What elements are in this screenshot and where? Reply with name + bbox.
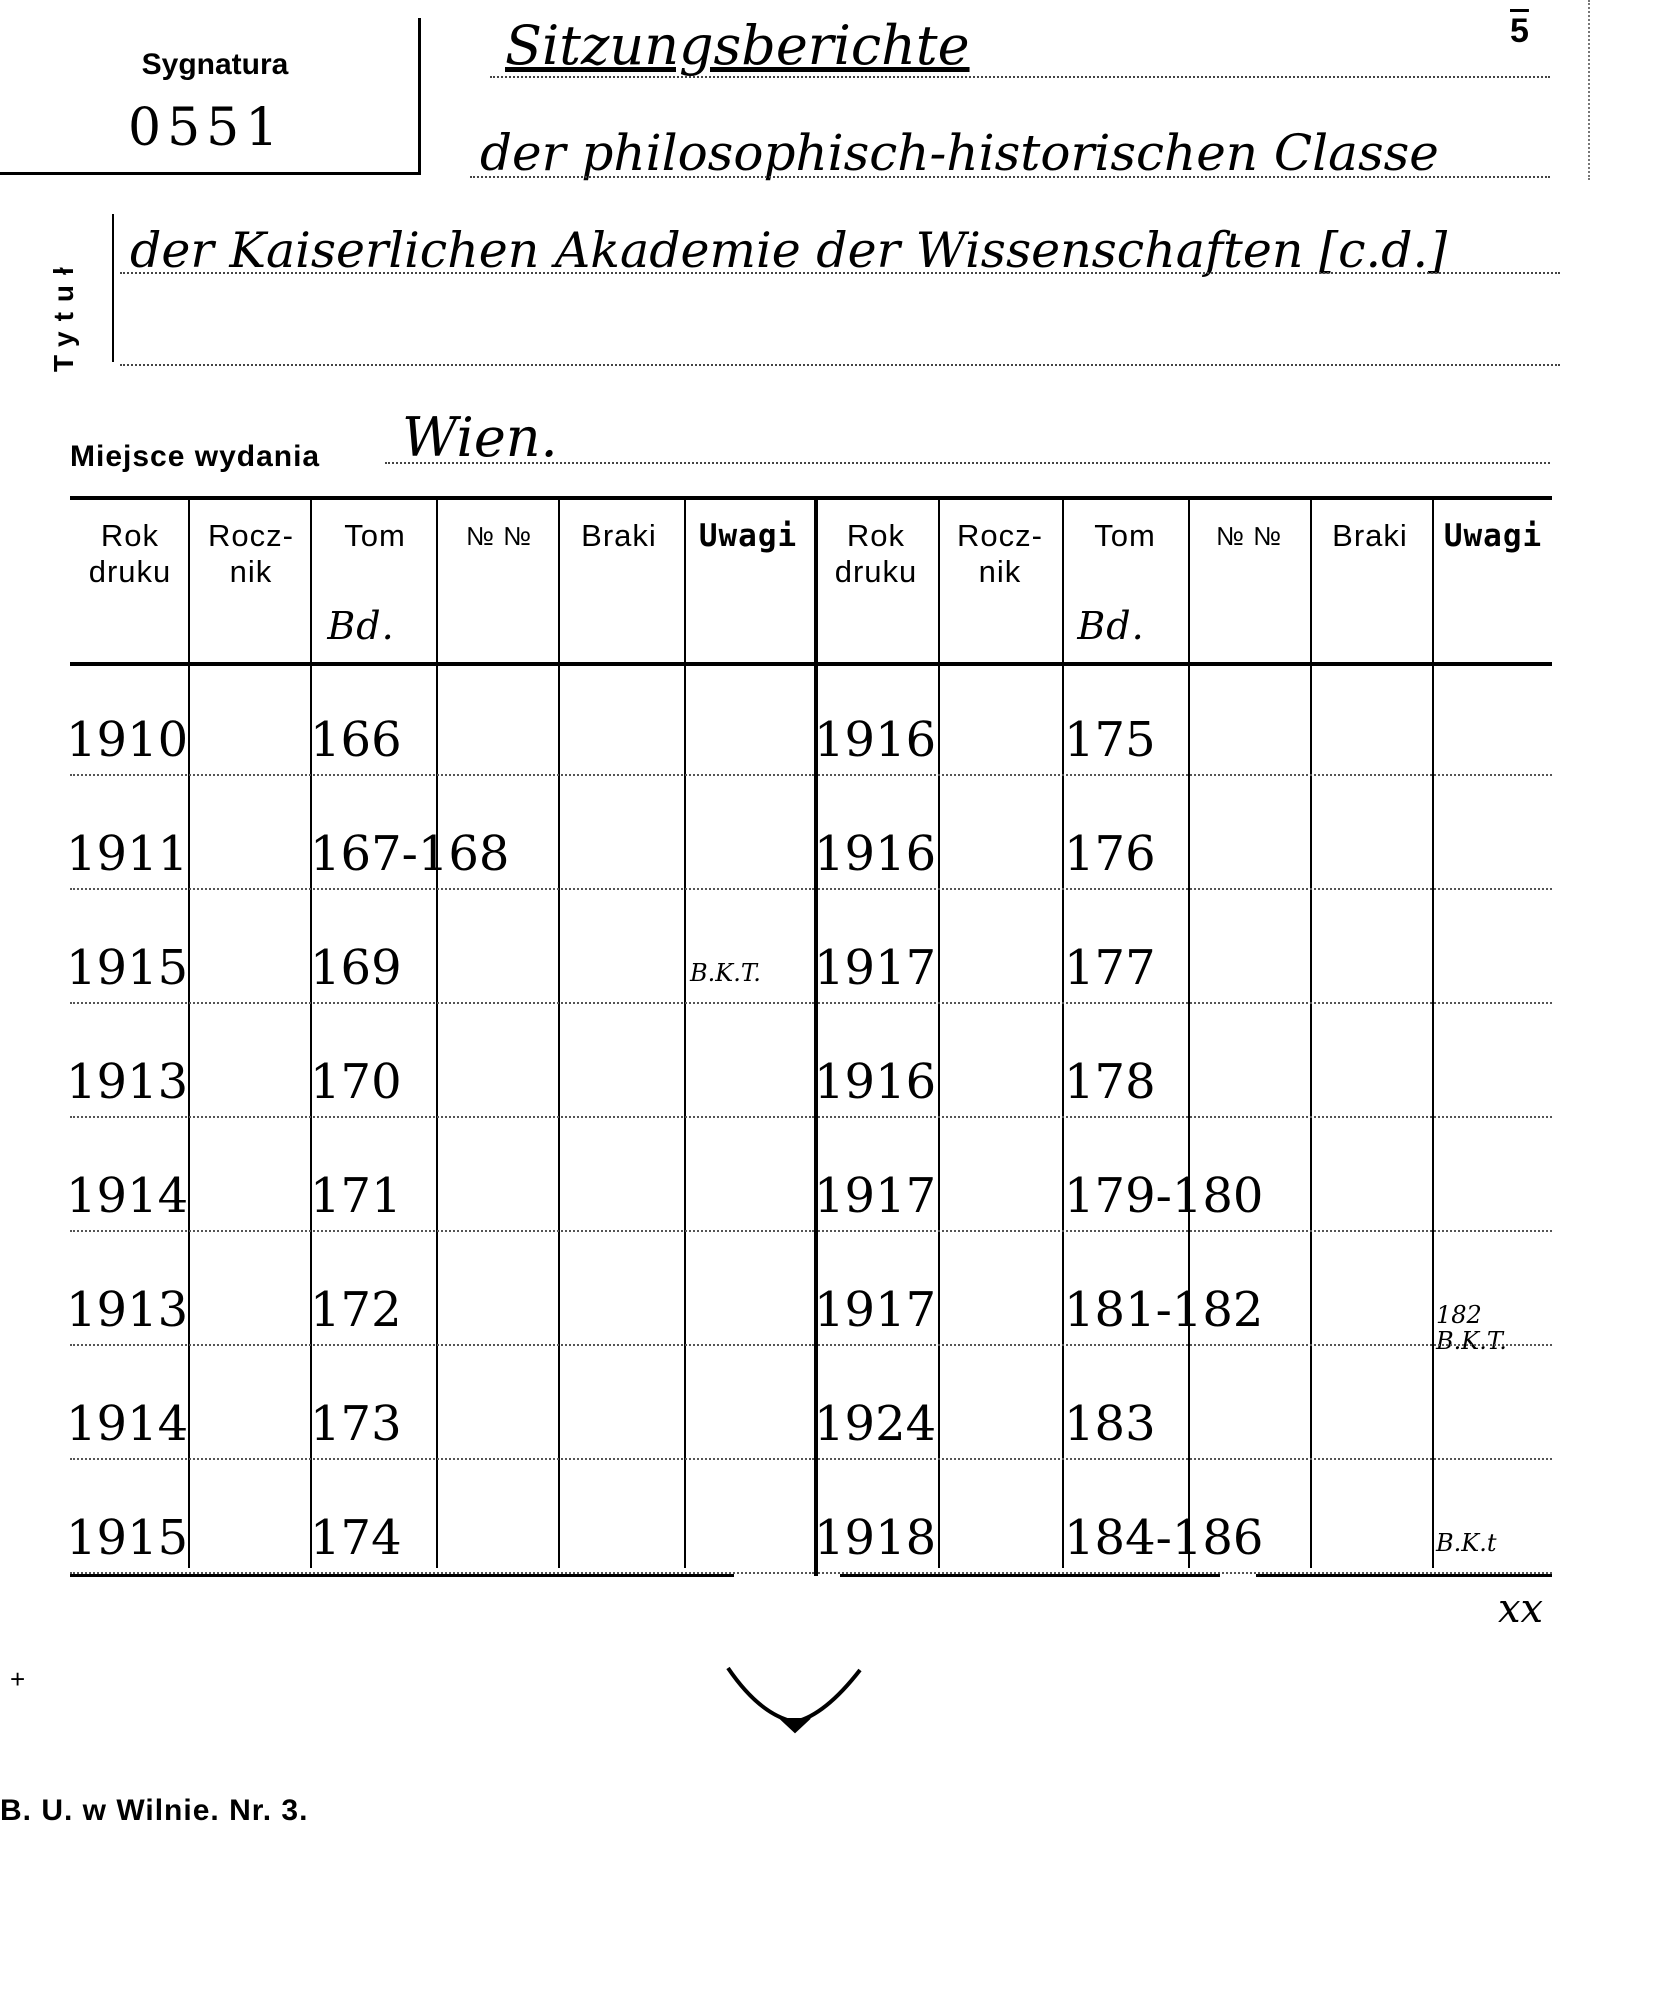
title-line-1-rule xyxy=(490,76,1550,78)
bottom-mark: xx xyxy=(1498,1586,1544,1632)
cell-tom-left: 173 xyxy=(310,1396,402,1452)
header-nn-right: № № xyxy=(1215,521,1282,551)
header-braki-right: Braki xyxy=(1332,518,1408,553)
row-rule-right xyxy=(818,1344,1552,1346)
punch-hole-curve xyxy=(720,1660,870,1740)
corner-mark: 5 xyxy=(1510,12,1529,50)
signature-value: 0551 xyxy=(128,98,285,158)
table-top-rule xyxy=(70,496,1552,500)
header-tom-left: Tom xyxy=(344,518,406,553)
cell-tom-right: 178 xyxy=(1064,1054,1156,1110)
cell-uwagi-right: B.K.t xyxy=(1436,1529,1497,1557)
cell-rok-right: 1916 xyxy=(814,1054,937,1110)
header-tom-right: Tom xyxy=(1094,518,1156,553)
cell-rok-left: 1910 xyxy=(66,712,189,768)
title-label-bar xyxy=(112,214,114,362)
cell-tom-left: 174 xyxy=(310,1510,402,1566)
row-rule-right xyxy=(818,1002,1552,1004)
row-rule-left xyxy=(70,1458,814,1460)
row-rule-left xyxy=(70,1230,814,1232)
footer-imprint: B. U. w Wilnie. Nr. 3. xyxy=(0,1794,309,1827)
header-nn-left: № № xyxy=(465,521,532,551)
row-rule-left xyxy=(70,1116,814,1118)
cell-uwagi-right: 182 B.K.T. xyxy=(1436,1301,1507,1355)
cell-rok-left: 1915 xyxy=(66,1510,189,1566)
cell-rok-right: 1917 xyxy=(814,1168,937,1224)
cell-rok-left: 1914 xyxy=(66,1396,189,1452)
title-line-2-rule xyxy=(470,176,1550,178)
header-tom-sub-left: Bd. xyxy=(327,604,395,648)
cell-rok-left: 1913 xyxy=(66,1054,189,1110)
place-value: Wien. xyxy=(402,406,558,469)
cell-rok-right: 1917 xyxy=(814,940,937,996)
cell-tom-right: 183 xyxy=(1064,1396,1156,1452)
cell-tom-left: 170 xyxy=(310,1054,402,1110)
col-line-10 xyxy=(1310,500,1312,1568)
cell-uwagi-left: B.K.T. xyxy=(690,959,761,987)
col-line-4 xyxy=(558,500,560,1568)
col-line-5 xyxy=(684,500,686,1568)
header-uwagi-left: Uwagi xyxy=(698,518,798,554)
col-line-11 xyxy=(1432,500,1434,1568)
cell-tom-left: 171 xyxy=(310,1168,402,1224)
signature-box-bottom xyxy=(0,172,420,175)
cell-tom-left: 169 xyxy=(310,940,402,996)
row-rule-right xyxy=(818,774,1552,776)
cell-tom-right: 181-182 xyxy=(1064,1282,1264,1338)
margin-tick: + xyxy=(10,1664,26,1694)
row-rule-right xyxy=(818,1116,1552,1118)
header-rocznik-left: Rocz- nik xyxy=(208,518,294,589)
title-line-4-rule xyxy=(120,364,1560,366)
cell-rok-right: 1917 xyxy=(814,1282,937,1338)
col-line-7 xyxy=(938,500,940,1568)
row-rule-right xyxy=(818,1230,1552,1232)
cell-rok-right: 1916 xyxy=(814,712,937,768)
cell-rok-left: 1915 xyxy=(66,940,189,996)
cell-tom-left: 166 xyxy=(310,712,402,768)
title-line-1: Sitzungsberichte xyxy=(505,14,970,77)
row-rule-left xyxy=(70,1002,814,1004)
col-line-1 xyxy=(188,500,190,1568)
header-rok-right: Rok druku xyxy=(834,518,918,589)
cell-rok-left: 1911 xyxy=(66,826,189,882)
cell-rok-right: 1924 xyxy=(814,1396,937,1452)
cell-tom-left: 167-168 xyxy=(310,826,510,882)
table-header-rule xyxy=(70,662,1552,666)
row-rule-right xyxy=(818,888,1552,890)
row-rule-left xyxy=(70,774,814,776)
title-line-3-rule xyxy=(120,272,1560,274)
place-label: Miejsce wydania xyxy=(70,440,321,473)
cell-tom-right: 177 xyxy=(1064,940,1156,996)
cell-rok-right: 1918 xyxy=(814,1510,937,1566)
place-rule xyxy=(385,462,1550,464)
header-tom-sub-right: Bd. xyxy=(1077,604,1145,648)
cell-tom-right: 179-180 xyxy=(1064,1168,1264,1224)
row-rule-right xyxy=(818,1458,1552,1460)
cell-rok-right: 1916 xyxy=(814,826,937,882)
cell-tom-left: 172 xyxy=(310,1282,402,1338)
cell-rok-left: 1913 xyxy=(66,1282,189,1338)
title-label: Tytuł xyxy=(48,257,79,372)
right-edge-line xyxy=(1588,0,1590,180)
table-bottom-rule-right xyxy=(840,1574,1220,1577)
signature-box-right xyxy=(418,18,421,175)
header-braki-left: Braki xyxy=(581,518,657,553)
row-rule-left xyxy=(70,888,814,890)
table-bottom-rule-far-right xyxy=(1256,1574,1552,1577)
col-line-9 xyxy=(1188,500,1190,1568)
title-line-3: der Kaiserlichen Akademie der Wissenschaften [c.d.] xyxy=(130,222,1448,279)
row-rule-left xyxy=(70,1344,814,1346)
cell-tom-right: 176 xyxy=(1064,826,1156,882)
col-line-3 xyxy=(436,500,438,1568)
signature-label: Sygnatura xyxy=(141,48,289,81)
cell-rok-left: 1914 xyxy=(66,1168,189,1224)
table-bottom-rule-left xyxy=(70,1574,734,1577)
header-rocznik-right: Rocz- nik xyxy=(957,518,1043,589)
cell-tom-right: 184-186 xyxy=(1064,1510,1264,1566)
header-rok-left: Rok druku xyxy=(88,518,172,589)
header-uwagi-right: Uwagi xyxy=(1443,518,1543,554)
title-line-2: der philosophisch-historischen Classe xyxy=(480,124,1439,182)
cell-tom-right: 175 xyxy=(1064,712,1156,768)
